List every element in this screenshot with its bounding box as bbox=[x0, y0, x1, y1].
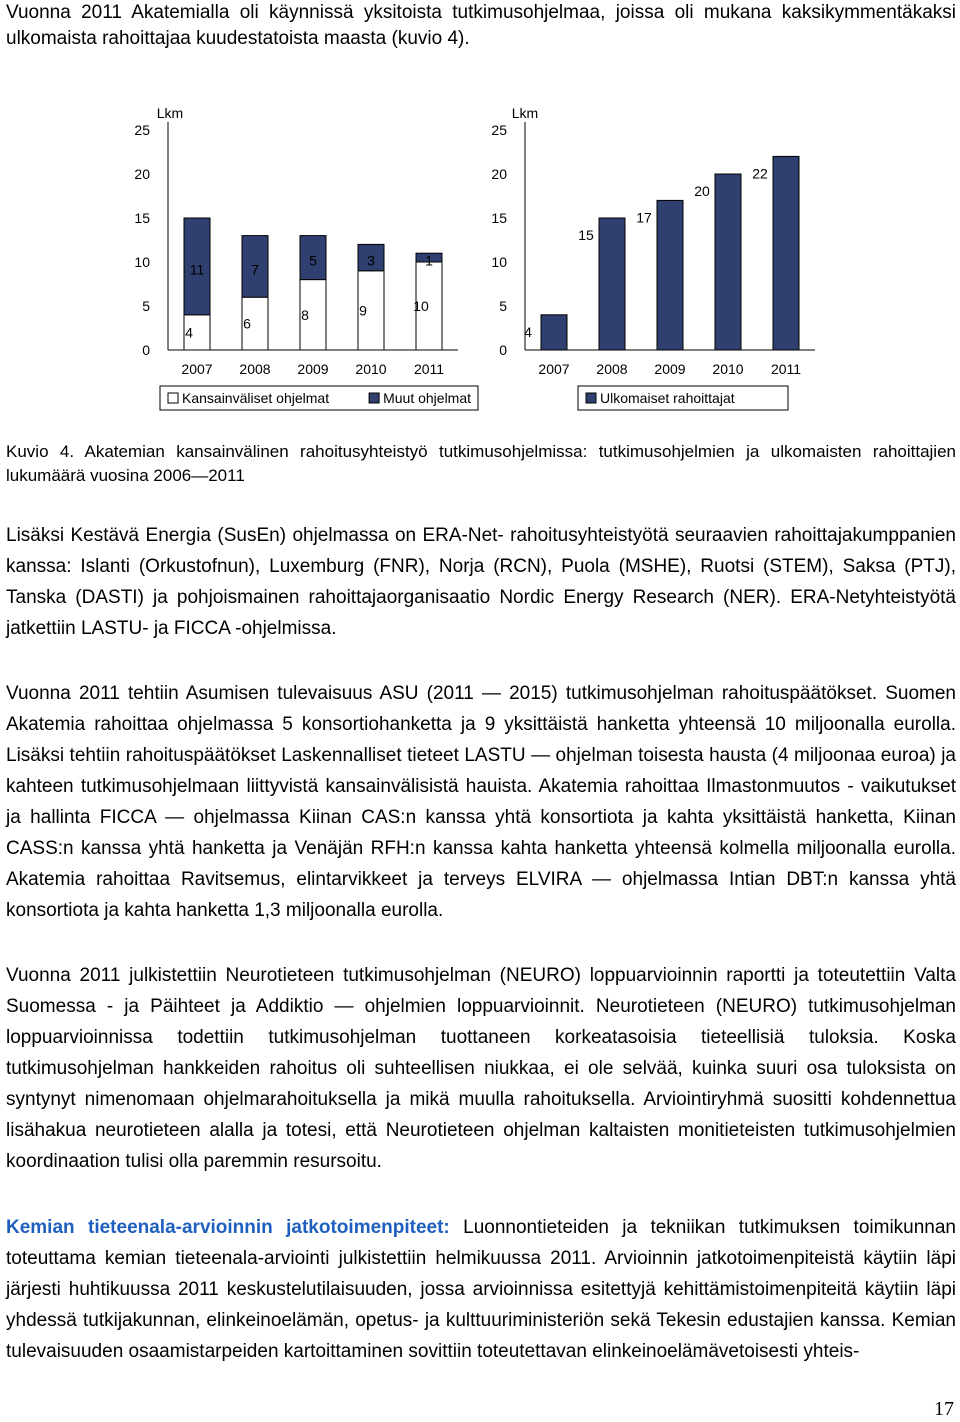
y-tick-label: 20 bbox=[491, 166, 507, 182]
x-tick-label: 2010 bbox=[712, 361, 744, 377]
legend-swatch bbox=[168, 393, 178, 403]
x-tick-label: 2010 bbox=[355, 361, 387, 377]
data-label: 10 bbox=[413, 298, 429, 314]
y-axis-label: Lkm bbox=[156, 105, 184, 121]
bar bbox=[599, 218, 625, 350]
legend-entry: Muut ohjelmat bbox=[383, 390, 472, 406]
paragraph-asu: Vuonna 2011 tehtiin Asumisen tulevaisuus ASU (2011 — 2015) tutkimusohjelman rahoituspäätökset. Suomen Akatemia rahoittaa ohjelmassa 5 konsortiohanketta ja 9 yksittäistä hanketta yhteensä 10 miljoonalla eurolla. Lisäksi tehtiin rahoituspäätökset Laskennalliset tieteet LASTU — ohjelman toisesta hausta (4 miljoonaa euroa) ja kahteen tutkimusohjelmaan liittyvistä kansainvälisistä hauista. Akatemia rahoittaa Ilmastonmuutos - vaikutukset ja hallinta FICCA — ohjelmassa Kiinan CAS:n kanssa yhtä konsortiota ja kahta yksittäistä hanketta, Kiinan CASS:n kanssa yhtä hanketta ja Venäjän RFH:n kanssa kahta hanketta yhteensä kolmella miljoonalla eurolla. Akatemia rahoittaa Ravitsemus, elintarvikkeet ja terveys ELVIRA — ohjelmassa Intian DBT:n kanssa yhtä konsortiota ja kahta hanketta 1,3 miljoonalla eurolla. bbox=[6, 683, 956, 921]
legend bbox=[160, 386, 478, 410]
y-tick-label: 15 bbox=[491, 210, 507, 226]
kemia-body: Luonnontieteiden ja tekniikan tutkimuksen toimikunnan toteuttama kemian tieteenala-arviointi julkistettiin helmikuussa 2011. Arvioinnin jatkotoimenpiteistä käytiin läpi järjesti huhtikuussa 2011 keskustelutilaisuuden, jossa arvioinnissa esitettyjä kehittämistoimenpiteitä käytiin läpi yhdessä tutkijakunnan, elinkeinoelämän, opetus- ja kulttuuriministeriön sekä Tekesin edustajien kanssa. Kemian tulevaisuuden osaamistarpeiden kartoittaminen sovittiin toteutettavan elinkeinoelämävetoisesti yhteis- bbox=[6, 1217, 956, 1362]
y-axis-label: Lkm bbox=[511, 105, 539, 121]
y-tick-label: 5 bbox=[499, 298, 507, 314]
paragraph-susen: Lisäksi Kestävä Energia (SusEn) ohjelmassa on ERA-Net- rahoitusyhteistyötä seuraavien rahoittajakumppanien kanssa: Islanti (Orkustofnun), Luxemburg (FNR), Norja (RCN), Puola (MSHE), Ruotsi (STEM), Saksa (PTJ), Tanska (DASTI) ja pohjoismainen rahoittajaorganisaatio Nordic Energy Research (NER). ERA-Netyhteistyötä jatkettiin LASTU- ja FICCA -ohjelmissa. bbox=[6, 525, 956, 639]
data-label: 3 bbox=[367, 252, 375, 269]
data-label: 11 bbox=[189, 261, 205, 278]
x-tick-label: 2008 bbox=[239, 361, 271, 377]
data-label: 15 bbox=[578, 227, 594, 243]
data-label: 7 bbox=[251, 261, 259, 278]
y-tick-label: 25 bbox=[491, 122, 507, 138]
x-tick-label: 2009 bbox=[654, 361, 686, 377]
programs-chart bbox=[134, 105, 478, 410]
data-label: 6 bbox=[243, 315, 251, 332]
bar bbox=[541, 315, 567, 350]
figure-caption: Kuvio 4. Akatemian kansainvälinen rahoitusyhteistyö tutkimusohjelmissa: tutkimusohjelmien ja ulkomaisten rahoittajien lukumäärä vuosina 2006—2011 bbox=[6, 442, 956, 485]
data-label: 17 bbox=[636, 209, 652, 226]
y-tick-label: 0 bbox=[142, 342, 150, 358]
data-label: 20 bbox=[694, 183, 710, 199]
x-tick-label: 2011 bbox=[413, 361, 445, 377]
page-number: 17 bbox=[934, 1398, 954, 1420]
intro-paragraph: Vuonna 2011 Akatemialla oli käynnissä yksitoista tutkimusohjelmaa, joissa oli mukana kaksikymmentäkaksi ulkomaista rahoittajaa kuudestatoista maasta (kuvio 4). bbox=[6, 2, 956, 49]
data-label: 8 bbox=[301, 306, 309, 323]
foreign-funders-chart bbox=[491, 105, 815, 410]
kemia-heading: Kemian tieteenala-arvioinnin jatkotoimenpiteet: bbox=[6, 1217, 450, 1238]
x-tick-label: 2007 bbox=[181, 361, 213, 377]
data-label: 4 bbox=[524, 323, 532, 340]
y-tick-label: 0 bbox=[499, 342, 507, 358]
data-label: 5 bbox=[309, 252, 317, 269]
data-label: 22 bbox=[752, 165, 768, 182]
y-tick-label: 15 bbox=[134, 210, 150, 226]
paragraph-neuro: Vuonna 2011 julkistettiin Neurotieteen tutkimusohjelman (NEURO) loppuarvioinnin raportti ja toteutettiin Valta Suomessa - ja Päihteet ja Addiktio — ohjelmien loppuarvioinnit. Neurotieteen (NEURO) tutkimusohjelman loppuarvioinnissa todettiin tutkimusohjelman tuottaneen korkeatasoisia tieteellisiä tuloksia. Koska tutkimusohjelman hankkeiden rahoitus oli suhteellisen niukkaa, ei ole selvää, kuinka suuri osa tuloksista on syntynyt nimenomaan ohjelmarahoituksella ja mikä muulla rahoituksella. Arviointiryhmä suositti kohdennettua lisähakua neurotieteen alalla ja totesi, että Neurotieteen ohjelman kaltaisten monitieteisten tutkimusohjelmien koordinaation tulisi olla paremmin resursoitu. bbox=[6, 965, 956, 1172]
x-tick-label: 2011 bbox=[770, 361, 802, 377]
data-label: 4 bbox=[185, 324, 193, 341]
legend bbox=[578, 386, 788, 410]
y-tick-label: 20 bbox=[134, 166, 150, 182]
bar bbox=[773, 156, 799, 350]
data-label: 9 bbox=[359, 302, 367, 319]
y-tick-label: 5 bbox=[142, 298, 150, 314]
x-tick-label: 2007 bbox=[538, 361, 570, 377]
data-label: 1 bbox=[425, 252, 433, 269]
legend-entry: Ulkomaiset rahoittajat bbox=[600, 390, 735, 406]
legend-swatch bbox=[586, 393, 596, 403]
paragraph-kemia bbox=[6, 1212, 956, 1367]
x-tick-label: 2009 bbox=[297, 361, 329, 377]
y-tick-label: 10 bbox=[134, 254, 150, 270]
legend-swatch bbox=[369, 393, 379, 403]
bar bbox=[715, 174, 741, 350]
y-tick-label: 25 bbox=[134, 122, 150, 138]
legend-entry: Kansainväliset ohjelmat bbox=[182, 390, 330, 406]
x-tick-label: 2008 bbox=[596, 361, 628, 377]
y-tick-label: 10 bbox=[491, 254, 507, 270]
bar bbox=[657, 200, 683, 350]
funding-charts bbox=[0, 90, 960, 435]
